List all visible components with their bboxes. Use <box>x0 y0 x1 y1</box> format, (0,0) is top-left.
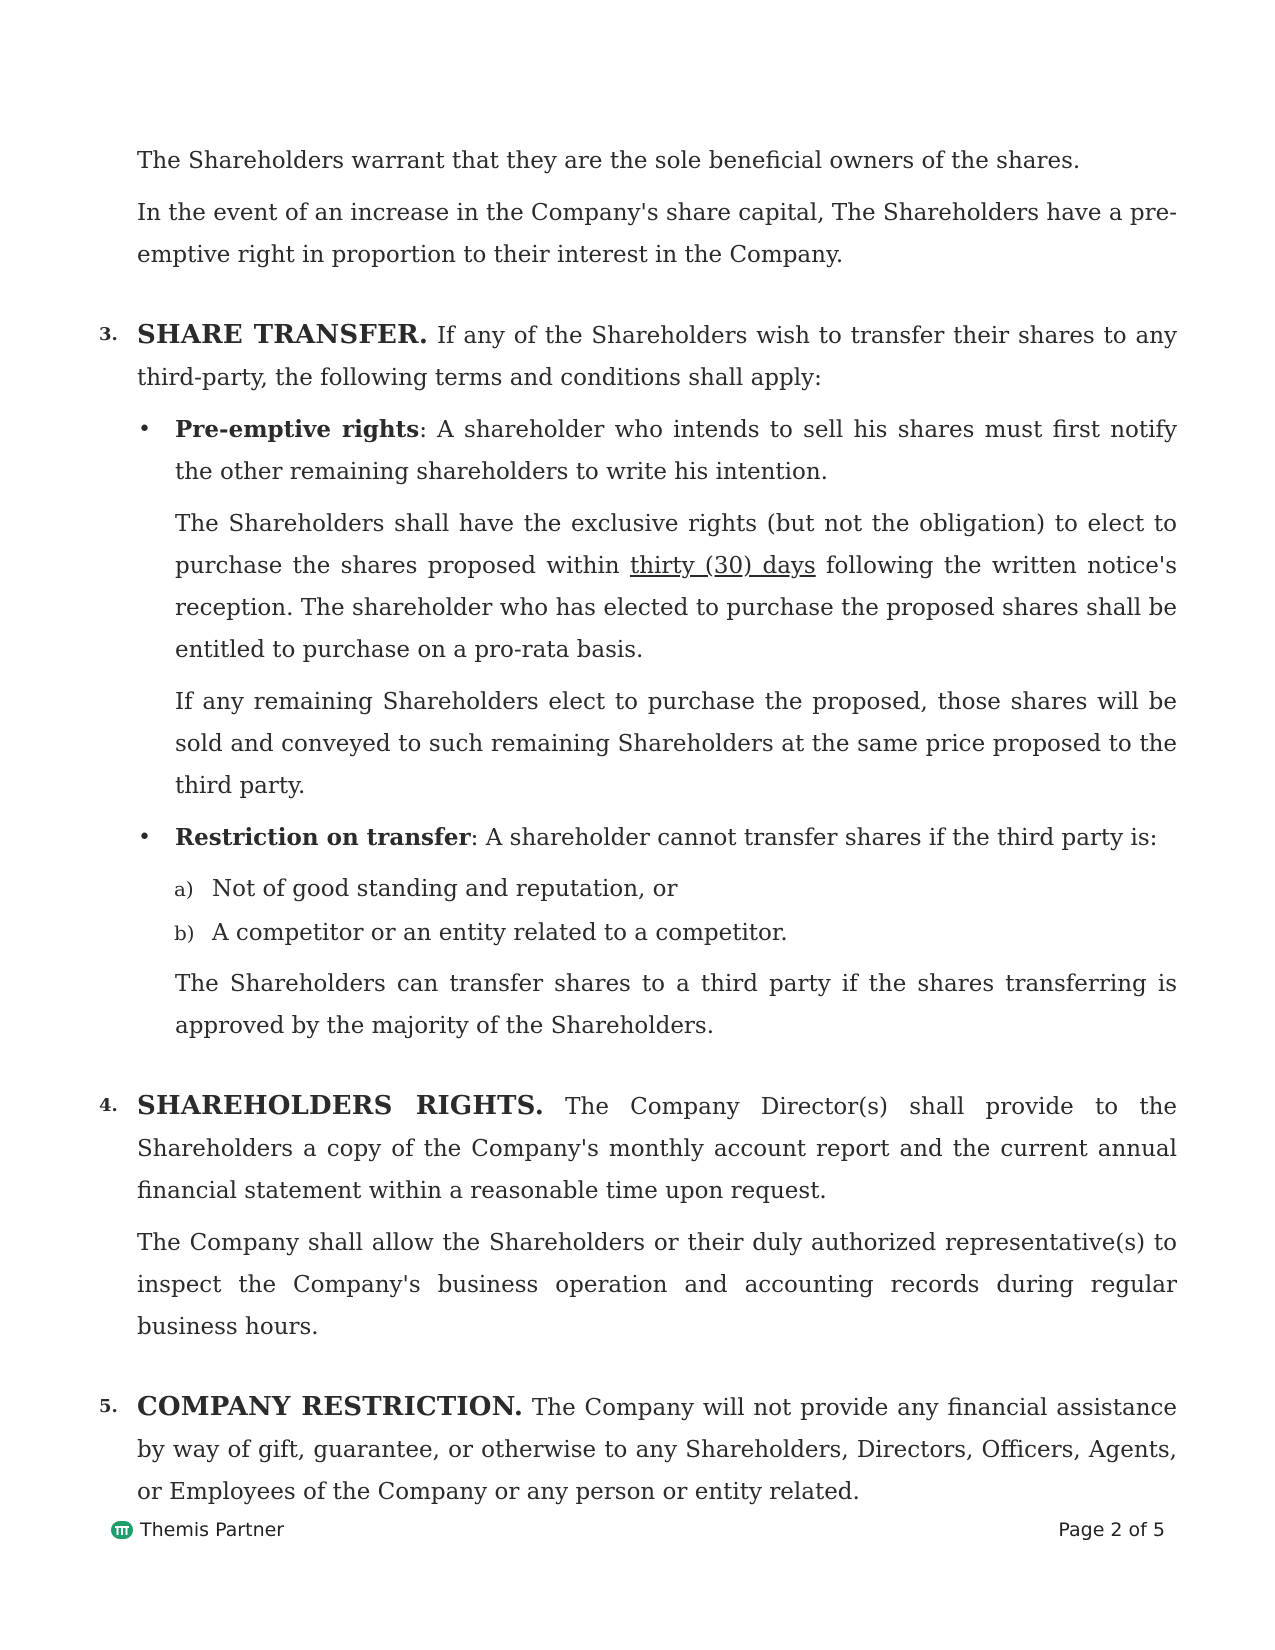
bullet-body: : A shareholder who intends to sell his shares must first notify the other remaining shareholders to write his intention. <box>175 417 1177 485</box>
transfer-approval-paragraph: The Shareholders can transfer shares to a third party if the shares transferring is approved by the majority of the Shareholders. <box>175 971 1177 1039</box>
themis-logo-icon <box>110 1518 134 1542</box>
section-4 <box>99 1085 1177 1348</box>
brand <box>110 1518 284 1542</box>
section-3-intro <box>137 314 1177 399</box>
intro-paragraph-2: In the event of an increase in the Company's share capital, The Shareholders have a pre-emptive right in proportion to their interest in the Company. <box>137 200 1177 268</box>
underlined-term: thirty (30) days <box>629 553 816 579</box>
bullet-body: : A shareholder cannot transfer shares if the third party is: <box>470 825 1158 851</box>
list-item-letter: b) <box>174 921 195 945</box>
section-heading: SHARE TRANSFER. <box>137 320 429 350</box>
section-5 <box>99 1386 1178 1513</box>
intro-paragraph-1: The Shareholders warrant that they are the sole beneficial owners of the shares. <box>137 148 1081 174</box>
document-body <box>99 140 1178 1513</box>
section-3 <box>99 314 1178 1047</box>
bullet-text <box>175 817 1177 859</box>
section-4-intro <box>137 1085 1177 1212</box>
section-text: The Company will not provide any financial assistance by way of gift, guarantee, or otherwise to any Shareholders, Directors, Officers, Agents, or Employees of the Company or any person or entity related. <box>137 1395 1178 1505</box>
brand-name: Themis Partner <box>140 1519 285 1541</box>
bullet-term: Pre-emptive rights <box>175 416 420 443</box>
section-heading: COMPANY RESTRICTION. <box>137 1392 524 1422</box>
section-number: 4. <box>99 1095 118 1116</box>
section-5-intro <box>137 1386 1177 1513</box>
page-footer <box>110 1512 1165 1548</box>
section-number: 3. <box>99 324 118 345</box>
bullet-text <box>175 409 1177 493</box>
section-text: The Company Director(s) shall provide to the Shareholders a copy of the Company's monthly account report and the current annual financial statement within a reasonable time upon request. <box>137 1094 1177 1204</box>
section-4-paragraph: The Company shall allow the Shareholders or their duly authorized representative(s) to inspect the Company's business operation and accounting records during regular business hours. <box>137 1230 1177 1340</box>
paragraph-text: The Shareholders shall have the exclusive rights (but not the obligation) to elect to purchase the shares proposed within <box>175 511 1177 579</box>
list-item <box>174 867 1177 911</box>
page-number: Page 2 of 5 <box>1058 1519 1165 1541</box>
list-item-text: A competitor or an entity related to a competitor. <box>212 920 788 946</box>
pre-emptive-paragraph-2: If any remaining Shareholders elect to purchase the proposed, those shares will be sold and conveyed to such remaining Shareholders at the same price proposed to the third party. <box>175 689 1177 799</box>
bullet-pre-emptive-rights <box>138 409 1177 493</box>
section-text: If any of the Shareholders wish to transfer their shares to any third-party, the following terms and conditions shall apply: <box>137 323 1177 391</box>
list-item-text: Not of good standing and reputation, or <box>212 876 678 902</box>
bullet-icon: • <box>138 825 151 850</box>
bullet-restriction-on-transfer <box>138 817 1177 859</box>
section-heading: SHAREHOLDERS RIGHTS. <box>137 1091 544 1121</box>
paragraph-text: following the written notice's reception. The shareholder who has elected to purchase the proposed shares shall be entitled to purchase on a pro-rata basis. <box>175 553 1178 663</box>
section-number: 5. <box>99 1396 118 1417</box>
bullet-term: Restriction on transfer <box>175 824 471 851</box>
bullet-icon: • <box>138 417 151 442</box>
pre-emptive-paragraph-1 <box>175 503 1177 671</box>
list-item <box>174 911 1177 955</box>
list-item-letter: a) <box>174 877 194 901</box>
